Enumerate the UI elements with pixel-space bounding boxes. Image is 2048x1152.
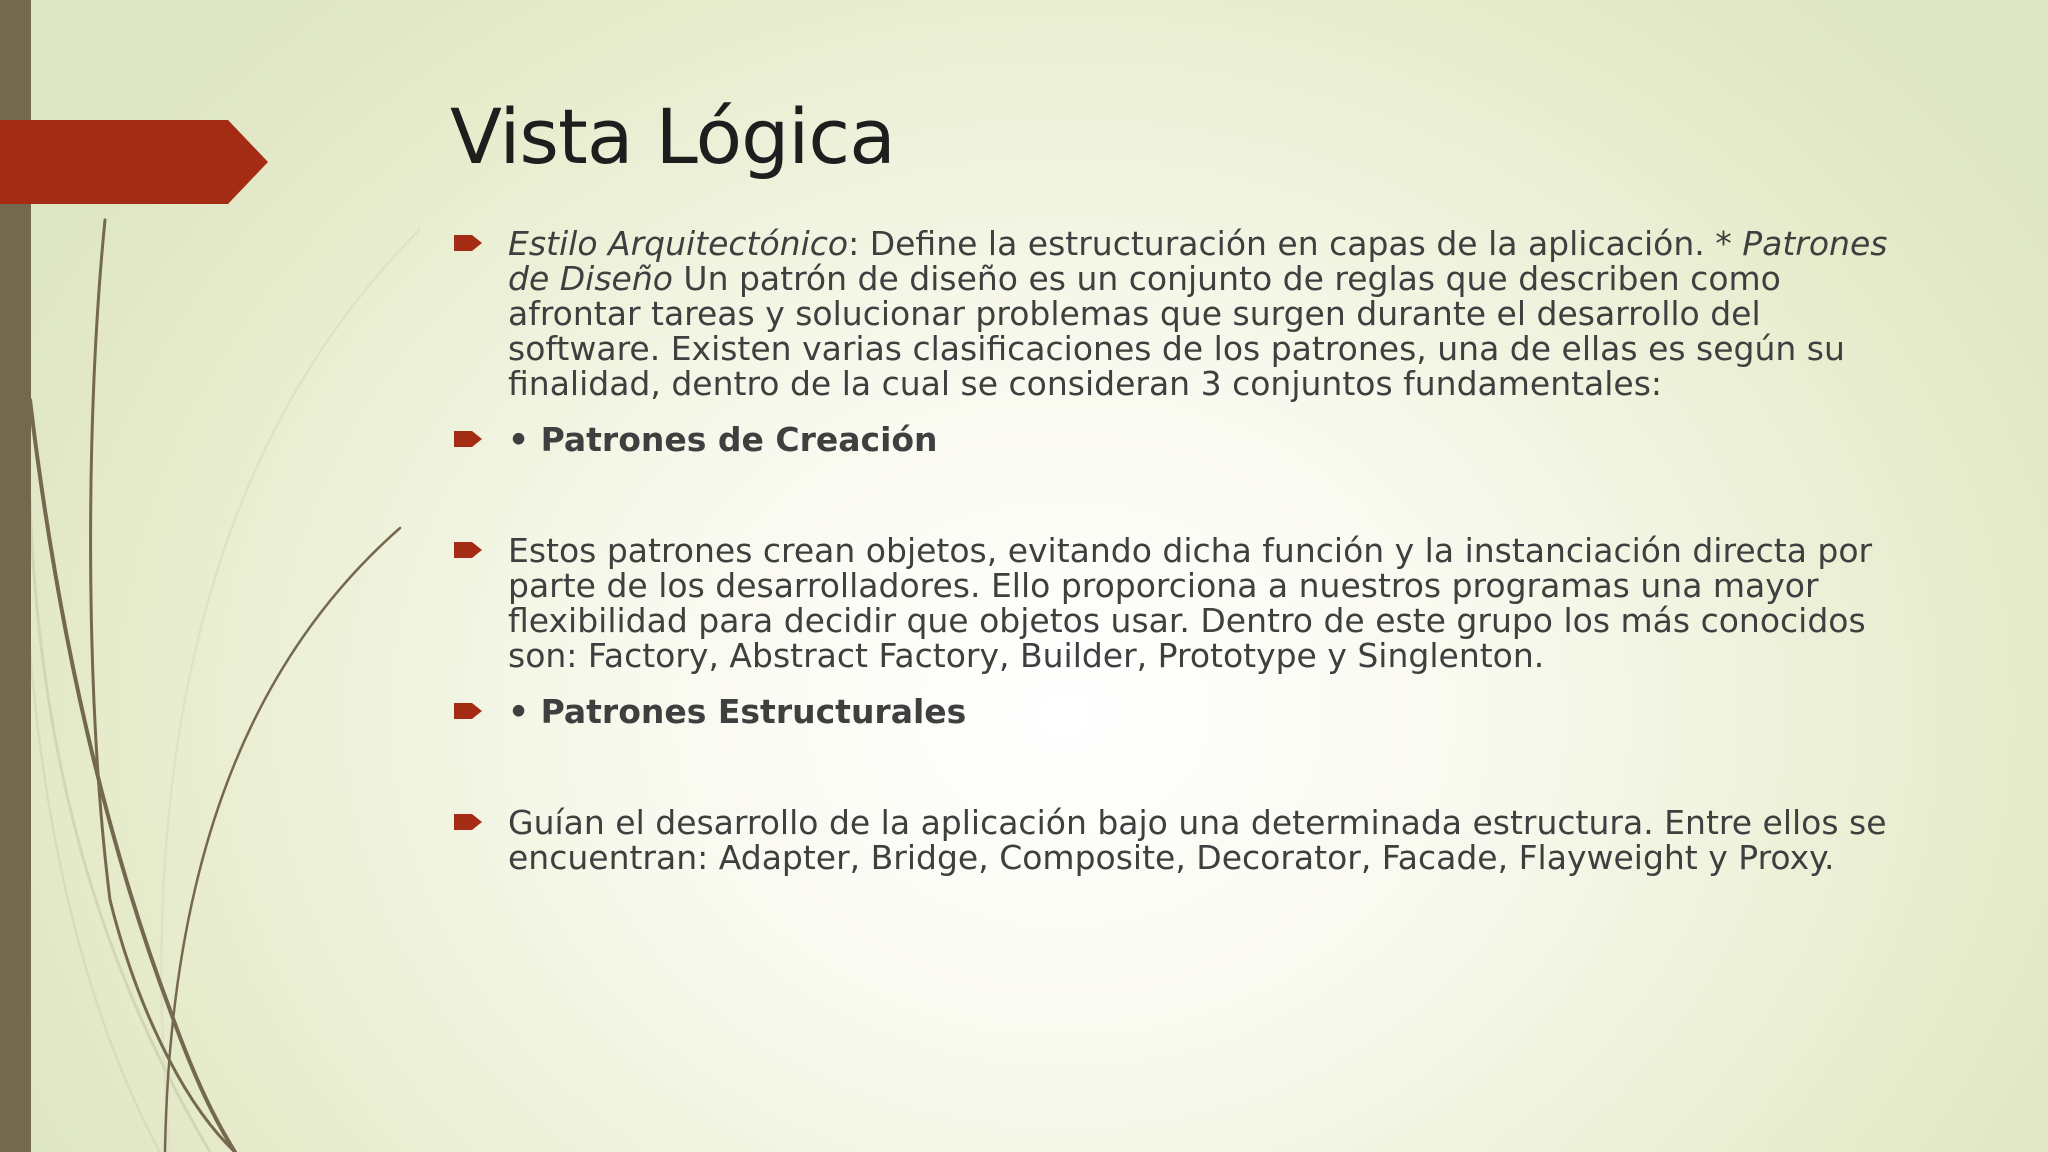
bullet-patrones-creacion xyxy=(450,422,1920,457)
bullet-estilo-arquitectonico xyxy=(450,226,1920,401)
arrow-bullet-icon xyxy=(454,235,482,251)
term-patrones-diseno: * Patrones de Diseño xyxy=(508,224,1888,298)
term-estilo: Estilo Arquitectónico xyxy=(508,224,849,263)
text-estilo-arquitectonico: Estilo Arquitectónico: Define la estructuración en capas de la aplicación. * Patrones de Diseño Un patrón de diseño es un conjunto de reglas que describen como afrontar tareas y solucionar problemas que surgen durante el desarrollo del software. Existen varias clasificaciones de los patrones, una de ellas es según su finalidad, dentro de la cual se consideran 3 conjuntos fundamentales: xyxy=(508,224,1888,403)
heading-patrones-creacion: • Patrones de Creación xyxy=(508,420,938,459)
arrow-bullet-icon xyxy=(454,431,482,447)
slide-title: Vista Lógica xyxy=(450,92,895,181)
title-arrow-shape xyxy=(0,120,268,204)
arrow-bullet-icon xyxy=(454,542,482,558)
slide-body xyxy=(450,226,1920,875)
bullet-creacion-desc xyxy=(450,533,1920,673)
heading-patrones-estructurales: • Patrones Estructurales xyxy=(508,692,967,731)
arrow-bullet-icon xyxy=(454,703,482,719)
bullet-estructurales-desc xyxy=(450,805,1920,875)
arrow-bullet-icon xyxy=(454,814,482,830)
text-creacion-desc: Estos patrones crean objetos, evitando dicha función y la instanciación directa por parte de los desarrolladores. Ello proporciona a nuestros programas una mayor flexibilidad para decidir que objetos usar. Dentro de este grupo los más conocidos son: Factory, Abstract Factory, Builder, Prototype y Singlenton. xyxy=(508,531,1873,675)
bullet-patrones-estructurales xyxy=(450,694,1920,729)
text-estructurales-desc: Guían el desarrollo de la aplicación bajo una determinada estructura. Entre ellos se encuentran: Adapter, Bridge, Composite, Decorator, Facade, Flayweight y Proxy. xyxy=(508,803,1887,877)
